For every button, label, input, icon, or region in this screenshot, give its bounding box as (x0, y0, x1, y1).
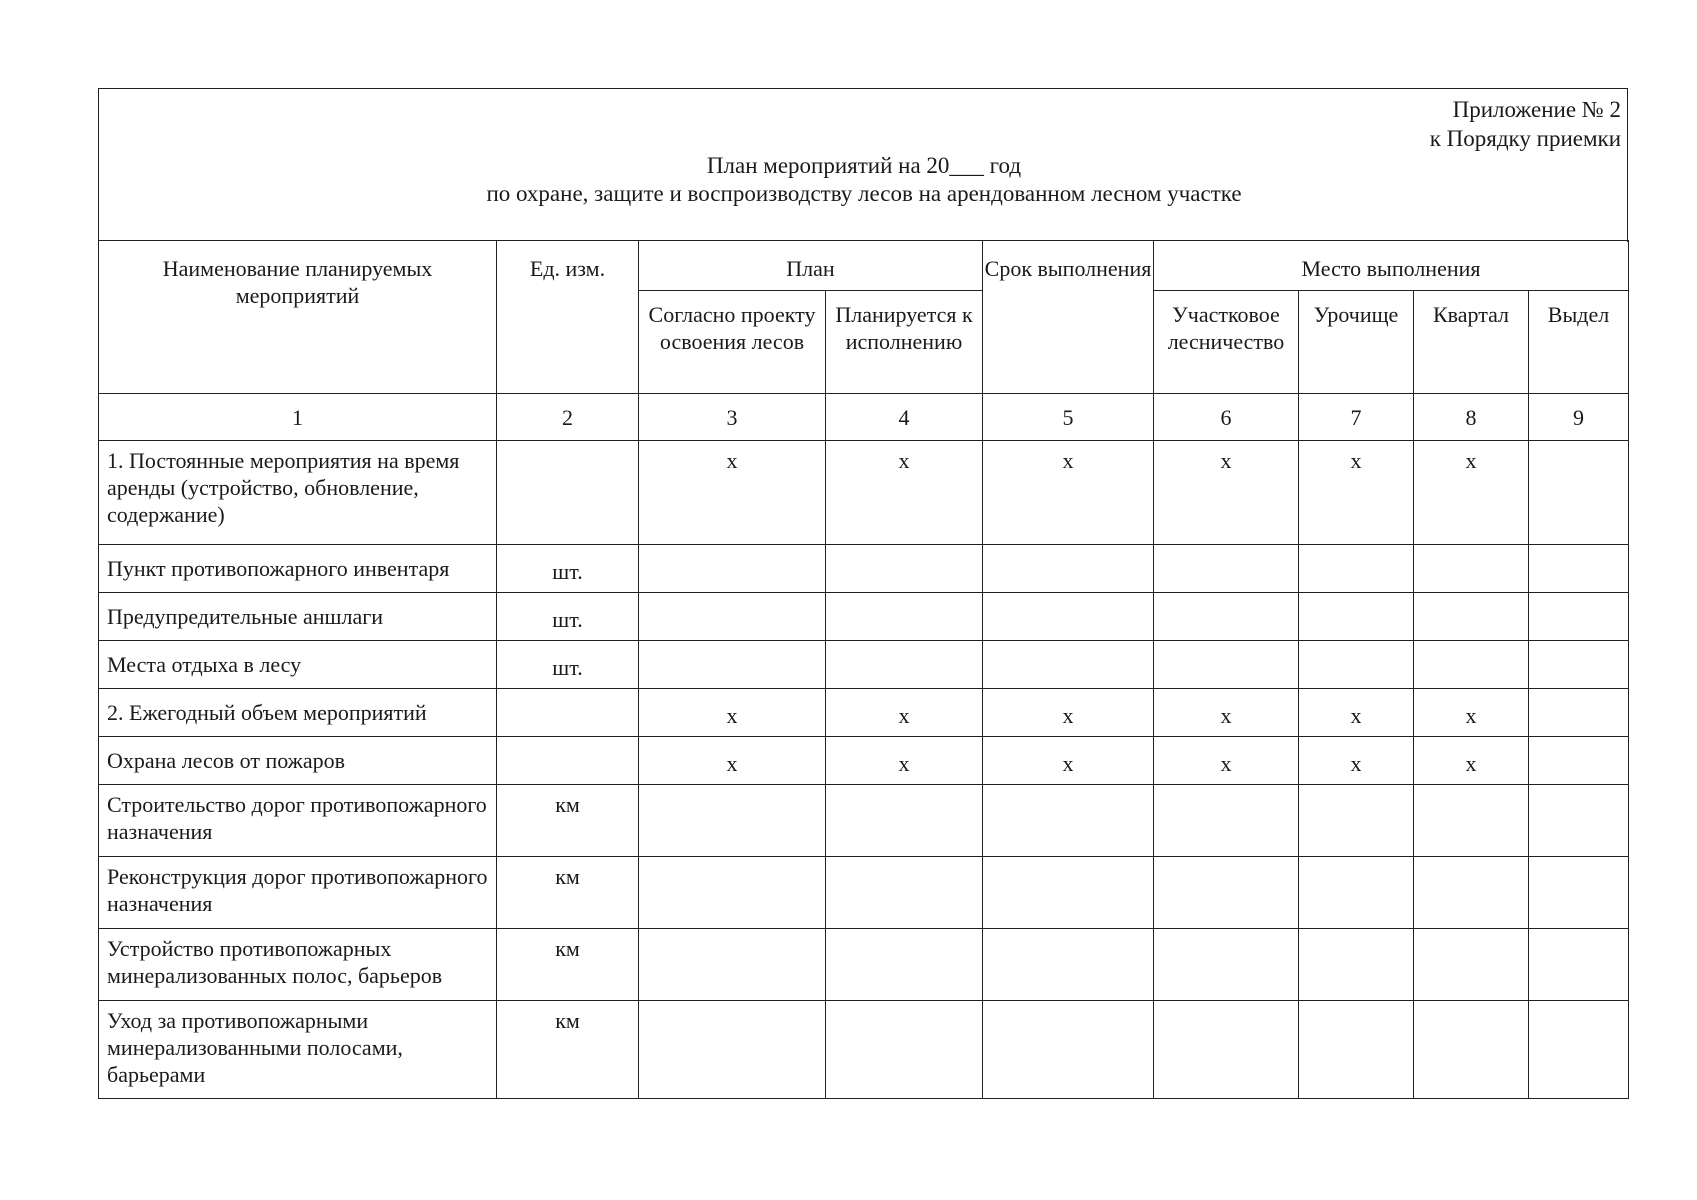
table-cell (1414, 545, 1529, 593)
table-cell: x (639, 689, 826, 737)
table-cell (1154, 641, 1299, 689)
table-row (99, 441, 1629, 545)
column-number: 8 (1414, 394, 1529, 441)
table-cell (826, 785, 983, 857)
activity-name: Предупредительные аншлаги (99, 593, 497, 641)
table-cell (1299, 593, 1414, 641)
plan-title (99, 152, 1629, 208)
table-cell (1154, 929, 1299, 1001)
activity-name: 2. Ежегодный объем мероприятий (99, 689, 497, 737)
table-cell (983, 857, 1154, 929)
header-plan: План (639, 241, 983, 291)
table-cell: x (826, 737, 983, 785)
table-cell (1299, 641, 1414, 689)
table-cell (1299, 785, 1414, 857)
table-cell: x (639, 441, 826, 545)
activity-unit (497, 689, 639, 737)
table-cell: x (983, 737, 1154, 785)
table-cell (639, 1001, 826, 1099)
table-cell: x (1299, 689, 1414, 737)
table-cell (1299, 545, 1414, 593)
plan-title-line-2: по охране, защите и воспроизводству лесов на арендованном лесном участке (486, 181, 1242, 206)
column-number: 3 (639, 394, 826, 441)
table-cell (1414, 593, 1529, 641)
activity-name: Пункт противопожарного инвентаря (99, 545, 497, 593)
table-cell: x (1154, 441, 1299, 545)
activity-name: Места отдыха в лесу (99, 641, 497, 689)
table-row (99, 929, 1629, 1001)
table-cell (639, 785, 826, 857)
table-cell (639, 593, 826, 641)
appendix-note (1430, 95, 1621, 153)
table-cell (1299, 1001, 1414, 1099)
table-row (99, 545, 1629, 593)
table-cell (639, 857, 826, 929)
table-cell (1529, 737, 1629, 785)
table-cell: x (983, 441, 1154, 545)
table-row (99, 737, 1629, 785)
header-place: Место выполнения (1154, 241, 1629, 291)
table-cell (1299, 857, 1414, 929)
table-row (99, 641, 1629, 689)
table-cell: x (1154, 737, 1299, 785)
table-cell (1299, 929, 1414, 1001)
activity-unit: км (497, 857, 639, 929)
table-cell: x (1299, 737, 1414, 785)
table-cell (1414, 785, 1529, 857)
table-cell (1529, 1001, 1629, 1099)
table-cell: x (1414, 441, 1529, 545)
header-name: Наименование планируемых мероприятий (99, 241, 497, 394)
table-cell: x (826, 441, 983, 545)
table-cell (826, 857, 983, 929)
column-number: 5 (983, 394, 1154, 441)
table-cell (983, 929, 1154, 1001)
table-cell (826, 929, 983, 1001)
activity-unit: км (497, 929, 639, 1001)
table-cell (1154, 785, 1299, 857)
table-cell (639, 545, 826, 593)
activities-table (98, 240, 1629, 1099)
activity-unit (497, 737, 639, 785)
table-cell (1414, 641, 1529, 689)
header-place-district: Участковое лесничество (1154, 291, 1299, 394)
table-cell: x (639, 737, 826, 785)
table-cell (1154, 857, 1299, 929)
activity-unit: км (497, 785, 639, 857)
header-term: Срок выполнения (983, 241, 1154, 394)
activity-name: Устройство противопожарных минерализованных полос, барьеров (99, 929, 497, 1001)
table-cell (639, 929, 826, 1001)
table-cell (826, 1001, 983, 1099)
table-cell (1414, 857, 1529, 929)
table-cell: x (1414, 737, 1529, 785)
table-cell (1154, 545, 1299, 593)
table-cell (1529, 641, 1629, 689)
table-cell: x (1414, 689, 1529, 737)
plan-title-line-1: План мероприятий на 20___ год (706, 153, 1022, 178)
table-cell (826, 593, 983, 641)
table-cell (983, 545, 1154, 593)
activity-unit: шт. (497, 593, 639, 641)
document-header (98, 88, 1628, 242)
table-row (99, 785, 1629, 857)
header-plan-planned: Планируется к исполнению (826, 291, 983, 394)
table-cell (826, 641, 983, 689)
table-cell (983, 1001, 1154, 1099)
column-number: 7 (1299, 394, 1414, 441)
table-cell (1414, 1001, 1529, 1099)
activity-name: Уход за противопожарными минерализованными полосами, барьерами (99, 1001, 497, 1099)
table-cell (1529, 545, 1629, 593)
activity-unit: км (497, 1001, 639, 1099)
header-place-quarter: Квартал (1414, 291, 1529, 394)
table-row (99, 689, 1629, 737)
document-page (98, 88, 1628, 1138)
header-plan-project: Согласно проекту освоения лесов (639, 291, 826, 394)
activity-name: Реконструкция дорог противопожарного назначения (99, 857, 497, 929)
table-cell: x (983, 689, 1154, 737)
activity-unit: шт. (497, 545, 639, 593)
appendix-line-1: Приложение № 2 (1452, 97, 1621, 122)
header-place-section: Выдел (1529, 291, 1629, 394)
column-number: 4 (826, 394, 983, 441)
table-cell: x (826, 689, 983, 737)
appendix-line-2: к Порядку приемки (1429, 126, 1621, 151)
activity-name: 1. Постоянные мероприятия на время аренды (устройство, обновление, содержание) (99, 441, 497, 545)
table-row (99, 1001, 1629, 1099)
table-cell (1529, 441, 1629, 545)
table-row (99, 593, 1629, 641)
column-number: 6 (1154, 394, 1299, 441)
activity-name: Охрана лесов от пожаров (99, 737, 497, 785)
table-cell (1154, 1001, 1299, 1099)
table-cell (1529, 785, 1629, 857)
table-cell (826, 545, 983, 593)
table-cell (1529, 689, 1629, 737)
header-unit: Ед. изм. (497, 241, 639, 394)
table-cell (983, 785, 1154, 857)
table-body (99, 441, 1629, 1099)
table-cell (1414, 929, 1529, 1001)
table-cell (1529, 857, 1629, 929)
activity-unit: шт. (497, 641, 639, 689)
column-number: 1 (99, 394, 497, 441)
column-number: 2 (497, 394, 639, 441)
table-cell (1154, 593, 1299, 641)
table-cell: x (1154, 689, 1299, 737)
table-row (99, 857, 1629, 929)
column-number: 9 (1529, 394, 1629, 441)
table-cell (983, 593, 1154, 641)
table-cell (639, 641, 826, 689)
activity-unit (497, 441, 639, 545)
header-place-tract: Урочище (1299, 291, 1414, 394)
table-cell (1529, 593, 1629, 641)
table-cell: x (1299, 441, 1414, 545)
table-cell (1529, 929, 1629, 1001)
activity-name: Строительство дорог противопожарного назначения (99, 785, 497, 857)
column-numbers-row (99, 394, 1629, 441)
table-cell (983, 641, 1154, 689)
